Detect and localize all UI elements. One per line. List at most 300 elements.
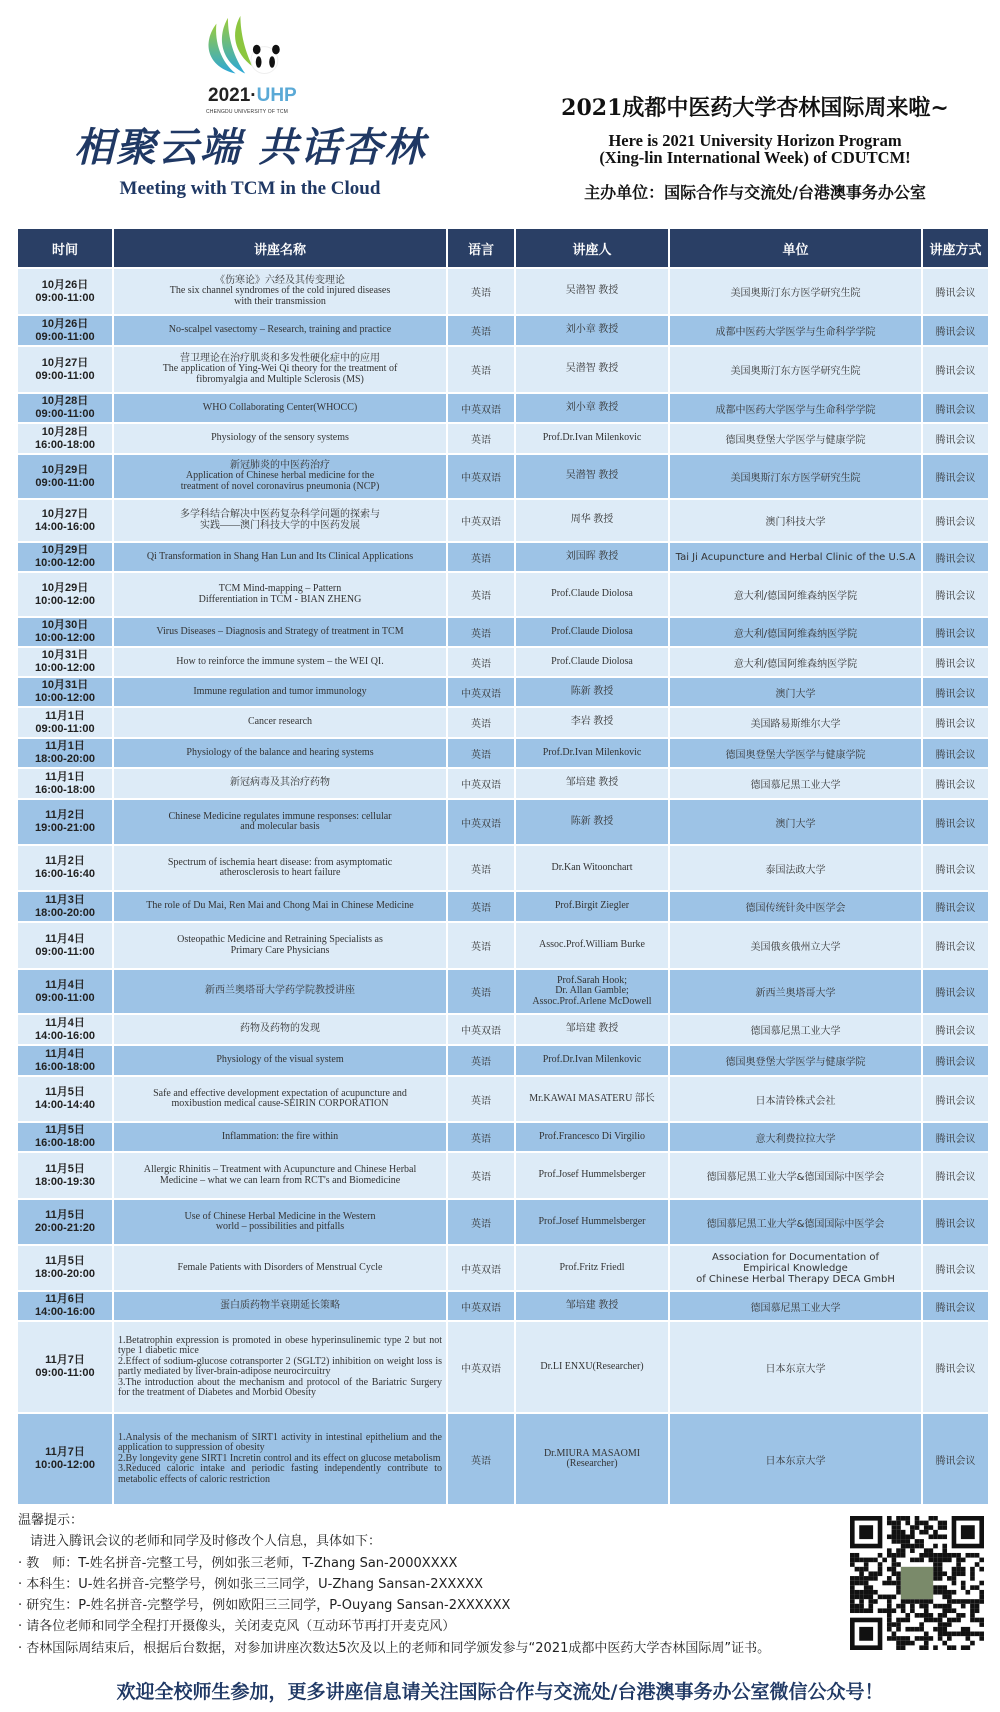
speaker-cell bbox=[516, 269, 668, 314]
notes bbox=[18, 1510, 838, 1659]
language-cell: 中英双语 bbox=[448, 1322, 514, 1412]
lecture-title-line: Osteopathic Medicine and Retraining Specialists as bbox=[177, 934, 383, 945]
lecture-title-line: Physiology of the sensory systems bbox=[211, 432, 349, 444]
lecture-date: 10月27日 bbox=[41, 507, 89, 520]
unit-cell bbox=[670, 678, 921, 706]
bullet-icon: · bbox=[18, 1619, 27, 1635]
speaker-line: Dr.LI ENXU(Researcher) bbox=[540, 1360, 644, 1372]
speaker-line: Prof.Francesco Di Virgilio bbox=[539, 1130, 645, 1142]
language-cell: 英语 bbox=[448, 892, 514, 921]
speaker-cell bbox=[516, 573, 668, 616]
time-cell bbox=[18, 269, 112, 314]
unit-line: 日本清铃株式会社 bbox=[755, 1095, 836, 1107]
speaker-cell bbox=[516, 347, 668, 392]
title-cell bbox=[114, 424, 446, 453]
lecture-title-line: 新西兰奥塔哥大学药学院教授讲座 bbox=[205, 985, 355, 997]
title-cell bbox=[114, 678, 446, 706]
language-cell: 英语 bbox=[448, 1077, 514, 1121]
lecture-title-line: treatment of novel coronavirus pneumonia (NCP) bbox=[180, 480, 380, 492]
mode-cell: 腾讯会议 bbox=[923, 269, 988, 314]
time-cell bbox=[18, 1292, 112, 1320]
language-cell: 中英双语 bbox=[448, 1246, 514, 1290]
speaker-line: Prof.Claude Diolosa bbox=[551, 588, 633, 600]
speaker-line: Prof.Birgit Ziegler bbox=[554, 900, 630, 912]
lecture-date: 11月7日 bbox=[45, 1446, 85, 1458]
subtitle-line: (Xing-lin International Week) of CDUTCM! bbox=[599, 148, 911, 167]
lecture-time: 09:00-11:00 bbox=[35, 476, 95, 489]
table-row bbox=[18, 1246, 988, 1290]
unit-cell bbox=[670, 892, 921, 921]
table-row bbox=[18, 1015, 988, 1044]
table-row bbox=[18, 347, 988, 392]
speaker-cell bbox=[516, 1414, 668, 1504]
unit-line: Tai Ji Acupuncture and Herbal Clinic of the U.S.A bbox=[675, 551, 916, 563]
notes-item-text: 杏林国际周结束后，根据后台数据，对参加讲座次数达5次及以上的老师和同学颁发参与“2021成都中医药大学杏林国际周”证书。 bbox=[26, 1640, 771, 1656]
notes-item bbox=[18, 1616, 838, 1637]
time-cell bbox=[18, 1046, 112, 1075]
language-cell: 英语 bbox=[448, 923, 514, 968]
title-cell bbox=[114, 1077, 446, 1121]
mode-cell: 腾讯会议 bbox=[923, 1322, 988, 1412]
lecture-title-line: 药物及药物的发现 bbox=[240, 1023, 320, 1035]
speaker-cell bbox=[516, 892, 668, 921]
title-cell bbox=[114, 618, 446, 646]
lecture-date: 10月26日 bbox=[41, 278, 89, 291]
lecture-time: 14:00-16:00 bbox=[35, 1029, 95, 1042]
time-cell bbox=[18, 1123, 112, 1151]
notes-item-text: 本科生：U-姓名拼音-完整学号，例如张三三同学，U-Zhang Sansan-2XXXXX bbox=[26, 1576, 484, 1592]
speaker-cell bbox=[516, 769, 668, 798]
speaker-cell bbox=[516, 1292, 668, 1320]
speaker-cell bbox=[516, 846, 668, 890]
mode-cell: 腾讯会议 bbox=[923, 1292, 988, 1320]
time-cell bbox=[18, 1322, 112, 1412]
notes-heading: 温馨提示： bbox=[18, 1513, 84, 1528]
table-header bbox=[18, 229, 988, 267]
bullet-icon: · bbox=[18, 1576, 27, 1592]
speaker-cell bbox=[516, 1322, 668, 1412]
notes-item-text: 教 师：T-姓名拼音-完整工号，例如张三老师，T-Zhang San-2000XXXX bbox=[26, 1555, 458, 1571]
lecture-title-line: 新冠病毒及其治疗药物 bbox=[230, 777, 330, 789]
time-cell bbox=[18, 1200, 112, 1244]
table-row bbox=[18, 573, 988, 616]
lecture-title-line: Virus Diseases – Diagnosis and Strategy of treatment in TCM bbox=[156, 625, 404, 637]
table-row bbox=[18, 739, 988, 767]
speaker-cell bbox=[516, 1123, 668, 1151]
unit-cell bbox=[670, 1077, 921, 1121]
unit-line: 新西兰奥塔哥大学 bbox=[755, 988, 836, 999]
speaker-line: Prof.Sarah Hook; bbox=[557, 974, 627, 986]
lecture-title-line: 新冠肺炎的中医药治疗 bbox=[230, 459, 330, 471]
title-cell bbox=[114, 1123, 446, 1151]
language-cell: 英语 bbox=[448, 1153, 514, 1198]
lecture-title-line: Qi Transformation in Shang Han Lun and Its Clinical Applications bbox=[146, 550, 414, 562]
table-row bbox=[18, 846, 988, 890]
unit-line: 澳门大学 bbox=[775, 688, 816, 700]
title-cell bbox=[114, 269, 446, 314]
slogan-en: Meeting with TCM in the Cloud bbox=[50, 178, 450, 200]
mode-cell: 腾讯会议 bbox=[923, 500, 988, 541]
lecture-title-line: 营卫理论在治疗肌炎和多发性硬化症中的应用 bbox=[180, 352, 380, 364]
lecture-time: 18:00-20:00 bbox=[35, 753, 95, 765]
lecture-date: 11月4日 bbox=[45, 1047, 85, 1060]
lecture-title-line: 蛋白质药物半衰期延长策略 bbox=[220, 1299, 340, 1311]
speaker-line: 陈新 教授 bbox=[570, 685, 614, 697]
unit-line: 德国慕尼黑工业大学 bbox=[750, 780, 841, 791]
time-cell bbox=[18, 970, 112, 1013]
unit-line: 意大利/德国阿维森纳医学院 bbox=[733, 658, 858, 670]
lecture-title-line: The role of Du Mai, Ren Mai and Chong Mai in Chinese Medicine bbox=[146, 900, 414, 912]
lecture-title-line: 2.By longevity gene SIRT1 Incretin control and its effect on glucose metabolism bbox=[118, 1452, 441, 1464]
lecture-time: 14:00-16:00 bbox=[35, 1306, 95, 1318]
lecture-title-line: Use of Chinese Herbal Medicine in the Western bbox=[184, 1210, 376, 1222]
lecture-time: 19:00-21:00 bbox=[35, 822, 95, 834]
time-cell bbox=[18, 739, 112, 767]
lecture-date: 11月4日 bbox=[45, 932, 85, 945]
lecture-date: 11月2日 bbox=[45, 855, 85, 867]
mode-cell: 腾讯会议 bbox=[923, 769, 988, 798]
lecture-title-line: atherosclerosis to heart failure bbox=[219, 867, 341, 878]
lecture-date: 11月5日 bbox=[45, 1255, 85, 1267]
qr-code-icon bbox=[850, 1516, 984, 1650]
lecture-date: 11月7日 bbox=[45, 1354, 85, 1366]
lecture-title-line: 2.Effect of sodium-glucose cotransporter 2 (SGLT2) inhibition on weight loss is partly mediated by liver-brain-adipose neurocircuitry bbox=[118, 1355, 442, 1377]
logo-year: 2021· bbox=[208, 85, 257, 106]
speaker-line: Prof.Claude Diolosa bbox=[551, 625, 633, 637]
lecture-title-line: Female Patients with Disorders of Menstrual Cycle bbox=[177, 1261, 383, 1273]
mode-cell: 腾讯会议 bbox=[923, 394, 988, 422]
lecture-title-line: world – possibilities and pitfalls bbox=[215, 1221, 345, 1232]
unit-cell bbox=[670, 1015, 921, 1044]
unit-cell bbox=[670, 573, 921, 616]
lecture-title-line: 《伤寒论》六经及其传变理论 bbox=[215, 274, 345, 286]
speaker-line: 邹培建 教授 bbox=[565, 1023, 619, 1035]
unit-line: 成都中医药大学医学与生命科学学院 bbox=[715, 404, 876, 416]
language-cell: 中英双语 bbox=[448, 678, 514, 706]
table-row bbox=[18, 424, 988, 453]
speaker-line: 刘小章 教授 bbox=[565, 401, 619, 413]
page-subtitle bbox=[500, 132, 1000, 166]
lecture-title-line: Inflammation: the fire within bbox=[221, 1130, 339, 1142]
speaker-line: Prof.Fritz Friedl bbox=[559, 1261, 625, 1273]
mode-cell: 腾讯会议 bbox=[923, 1046, 988, 1075]
lecture-time: 09:00-11:00 bbox=[35, 945, 95, 958]
speaker-line: 吴潜智 教授 bbox=[565, 285, 619, 297]
language-cell: 中英双语 bbox=[448, 769, 514, 798]
logo-uhp: UHP bbox=[256, 85, 297, 106]
lecture-time: 09:00-11:00 bbox=[35, 330, 95, 343]
unit-line: 美国路易斯维尔大学 bbox=[750, 719, 841, 730]
lecture-title-line: fibromyalgia and Multiple Sclerosis (MS) bbox=[196, 373, 364, 385]
lecture-title-line: Spectrum of ischemia heart disease: from asymptomatic bbox=[167, 856, 393, 868]
unit-cell bbox=[670, 500, 921, 541]
lecture-title-line: How to reinforce the immune system – the WEI QI. bbox=[176, 655, 384, 667]
mode-cell: 腾讯会议 bbox=[923, 1153, 988, 1198]
time-cell bbox=[18, 892, 112, 921]
unit-cell bbox=[670, 1123, 921, 1151]
unit-cell bbox=[670, 347, 921, 392]
mode-cell: 腾讯会议 bbox=[923, 455, 988, 498]
unit-line: 日本东京大学 bbox=[765, 1363, 826, 1375]
mode-cell: 腾讯会议 bbox=[923, 424, 988, 453]
lecture-title-line: Differentiation in TCM - BIAN ZHENG bbox=[198, 593, 362, 605]
notes-item bbox=[18, 1638, 838, 1659]
lecture-title-line: Immune regulation and tumor immunology bbox=[193, 685, 367, 697]
unit-line: 德国奥登堡大学医学与健康学院 bbox=[725, 435, 866, 446]
title-cell bbox=[114, 892, 446, 921]
title-cell bbox=[114, 347, 446, 392]
speaker-line: Prof.Josef Hummelsberger bbox=[538, 1169, 646, 1181]
lecture-date: 11月1日 bbox=[45, 740, 85, 752]
speaker-line: 邹培建 教授 bbox=[565, 1299, 619, 1311]
title-cell bbox=[114, 543, 446, 571]
table-row bbox=[18, 1123, 988, 1151]
speaker-line: 吴潜智 教授 bbox=[565, 470, 619, 482]
title-cell bbox=[114, 455, 446, 498]
lecture-title-line: moxibustion medical cause-SEIRIN CORPORATION bbox=[171, 1098, 389, 1109]
lecture-date: 11月6日 bbox=[45, 1293, 85, 1305]
lecture-time: 16:00-16:40 bbox=[35, 868, 95, 880]
speaker-cell bbox=[516, 648, 668, 676]
lecture-time: 18:00-20:00 bbox=[35, 906, 95, 919]
speaker-line: (Researcher) bbox=[566, 1458, 618, 1469]
speaker-line: 邹培建 教授 bbox=[565, 777, 619, 789]
speaker-cell bbox=[516, 500, 668, 541]
notes-item-text: 请各位老师和同学全程打开摄像头，关闭麦克风（互动环节再打开麦克风） bbox=[26, 1619, 456, 1635]
unit-cell bbox=[670, 1292, 921, 1320]
mode-cell: 腾讯会议 bbox=[923, 648, 988, 676]
unit-line: 德国慕尼黑工业大学&德国国际中医学会 bbox=[706, 1218, 885, 1230]
language-cell: 中英双语 bbox=[448, 455, 514, 498]
unit-line: 德国奥登堡大学医学与健康学院 bbox=[725, 749, 866, 761]
mode-cell: 腾讯会议 bbox=[923, 1077, 988, 1121]
lecture-date: 11月4日 bbox=[45, 1016, 85, 1029]
col-mode-header: 讲座方式 bbox=[923, 229, 988, 267]
lecture-date: 10月27日 bbox=[41, 356, 89, 369]
speaker-line: 吴潜智 教授 bbox=[565, 363, 619, 375]
unit-line: 澳门科技大学 bbox=[765, 517, 826, 528]
unit-line: 美国俄亥俄州立大学 bbox=[750, 942, 841, 953]
language-cell: 英语 bbox=[448, 1414, 514, 1504]
table-row bbox=[18, 1046, 988, 1075]
lecture-title-line: 实践——澳门科技大学的中医药发展 bbox=[200, 519, 360, 531]
mode-cell: 腾讯会议 bbox=[923, 739, 988, 767]
language-cell: 英语 bbox=[448, 648, 514, 676]
lecture-time: 09:00-11:00 bbox=[35, 722, 95, 735]
lecture-title-line: Allergic Rhinitis – Treatment with Acupuncture and Chinese Herbal bbox=[143, 1164, 417, 1175]
title-cell bbox=[114, 923, 446, 968]
mode-cell: 腾讯会议 bbox=[923, 316, 988, 345]
speaker-cell bbox=[516, 618, 668, 646]
unit-cell bbox=[670, 424, 921, 453]
lecture-time: 10:00-12:00 bbox=[35, 662, 95, 674]
notes-intro: 请进入腾讯会议的老师和同学及时修改个人信息，具体如下： bbox=[30, 1534, 382, 1550]
time-cell bbox=[18, 648, 112, 676]
lecture-title-line: 3.Reduced caloric intake and periodic fasting independently contribute to metabolic effects of caloric restriction bbox=[118, 1463, 442, 1485]
unit-cell bbox=[670, 708, 921, 737]
notes-item-text: 研究生：P-姓名拼音-完整学号，例如欧阳三三同学，P-Ouyang Sansan-2XXXXXX bbox=[26, 1598, 511, 1614]
unit-line: 德国奥登堡大学医学与健康学院 bbox=[725, 1057, 866, 1068]
title-cell bbox=[114, 394, 446, 422]
lecture-date: 10月28日 bbox=[41, 395, 89, 407]
unit-cell bbox=[670, 1153, 921, 1198]
unit-line: of Chinese Herbal Therapy DECA GmbH bbox=[696, 1273, 895, 1285]
table-row bbox=[18, 892, 988, 921]
speaker-line: 陈新 教授 bbox=[570, 815, 614, 827]
table-row bbox=[18, 316, 988, 345]
lecture-schedule-table bbox=[16, 227, 990, 1506]
mode-cell: 腾讯会议 bbox=[923, 347, 988, 392]
lecture-date: 11月5日 bbox=[45, 1124, 85, 1136]
time-cell bbox=[18, 394, 112, 422]
language-cell: 英语 bbox=[448, 708, 514, 737]
lecture-title-line: Medicine – what we can learn from RCT's and Biomedicine bbox=[159, 1174, 401, 1186]
time-cell bbox=[18, 455, 112, 498]
lecture-date: 10月28日 bbox=[41, 425, 89, 438]
speaker-line: Prof.Josef Hummelsberger bbox=[538, 1215, 646, 1227]
time-cell bbox=[18, 500, 112, 541]
unit-cell bbox=[670, 1200, 921, 1244]
time-cell bbox=[18, 769, 112, 798]
time-cell bbox=[18, 543, 112, 571]
language-cell: 中英双语 bbox=[448, 1292, 514, 1320]
table-row bbox=[18, 1414, 988, 1504]
language-cell: 英语 bbox=[448, 424, 514, 453]
time-cell bbox=[18, 708, 112, 737]
title-cell bbox=[114, 970, 446, 1013]
unit-cell bbox=[670, 316, 921, 345]
lecture-time: 14:00-14:40 bbox=[35, 1099, 95, 1111]
speaker-cell bbox=[516, 800, 668, 844]
time-cell bbox=[18, 1153, 112, 1198]
lecture-date: 10月30日 bbox=[41, 619, 89, 631]
speaker-line: Dr.MIURA MASAOMI bbox=[543, 1447, 641, 1459]
lecture-date: 11月5日 bbox=[45, 1209, 85, 1221]
title-cell bbox=[114, 573, 446, 616]
col-speaker-header: 讲座人 bbox=[516, 229, 668, 267]
mode-cell: 腾讯会议 bbox=[923, 800, 988, 844]
mode-cell: 腾讯会议 bbox=[923, 618, 988, 646]
speaker-cell bbox=[516, 708, 668, 737]
unit-cell bbox=[670, 1322, 921, 1412]
lecture-date: 11月5日 bbox=[45, 1086, 85, 1098]
unit-cell bbox=[670, 739, 921, 767]
lecture-time: 10:00-12:00 bbox=[35, 557, 95, 569]
lecture-time: 18:00-20:00 bbox=[35, 1268, 95, 1280]
mode-cell: 腾讯会议 bbox=[923, 1414, 988, 1504]
table-row bbox=[18, 970, 988, 1013]
title-cell bbox=[114, 769, 446, 798]
lecture-title-line: Application of Chinese herbal medicine for the bbox=[185, 470, 375, 482]
speaker-line: Prof.Dr.Ivan Milenkovic bbox=[542, 746, 642, 758]
title-cell bbox=[114, 1322, 446, 1412]
table-row bbox=[18, 455, 988, 498]
table-row bbox=[18, 543, 988, 571]
language-cell: 中英双语 bbox=[448, 394, 514, 422]
organizer: 主办单位：国际合作与交流处/台港澳事务办公室 bbox=[584, 183, 926, 202]
bullet-icon: · bbox=[18, 1598, 27, 1614]
title-cell bbox=[114, 846, 446, 890]
language-cell: 英语 bbox=[448, 1200, 514, 1244]
notes-item bbox=[18, 1595, 838, 1616]
lecture-title-line: 1.Betatrophin expression is promoted in obese hyperinsulinemic type 2 but not type 1 diabetic mice bbox=[118, 1334, 442, 1356]
mode-cell: 腾讯会议 bbox=[923, 678, 988, 706]
table-row bbox=[18, 800, 988, 844]
lecture-title-line: TCM Mind-mapping – Pattern bbox=[218, 583, 342, 594]
table-row bbox=[18, 1200, 988, 1244]
table-row bbox=[18, 1322, 988, 1412]
lecture-time: 09:00-11:00 bbox=[35, 291, 95, 304]
language-cell: 英语 bbox=[448, 618, 514, 646]
speaker-line: Assoc.Prof.Arlene McDowell bbox=[532, 995, 652, 1007]
logo-subtitle: CHENGDU UNIVERSITY OF TCM bbox=[206, 109, 289, 115]
title-cell bbox=[114, 1246, 446, 1290]
unit-cell bbox=[670, 394, 921, 422]
table-row bbox=[18, 708, 988, 737]
time-cell bbox=[18, 618, 112, 646]
lecture-date: 11月1日 bbox=[45, 709, 85, 722]
speaker-cell bbox=[516, 678, 668, 706]
language-cell: 英语 bbox=[448, 1046, 514, 1075]
unit-line: 德国慕尼黑工业大学&德国国际中医学会 bbox=[706, 1172, 885, 1183]
lecture-date: 11月2日 bbox=[45, 809, 85, 821]
unit-cell bbox=[670, 648, 921, 676]
mode-cell: 腾讯会议 bbox=[923, 892, 988, 921]
unit-line: 德国慕尼黑工业大学 bbox=[750, 1302, 841, 1314]
speaker-line: Dr.Kan Witoonchart bbox=[551, 861, 633, 873]
lecture-time: 09:00-11:00 bbox=[35, 991, 95, 1004]
speaker-cell bbox=[516, 1046, 668, 1075]
mode-cell: 腾讯会议 bbox=[923, 573, 988, 616]
language-cell: 中英双语 bbox=[448, 1015, 514, 1044]
title-cell bbox=[114, 500, 446, 541]
speaker-line: Mr.KAWAI MASATERU 部长 bbox=[529, 1092, 655, 1104]
time-cell bbox=[18, 1246, 112, 1290]
title-cell bbox=[114, 648, 446, 676]
title-cell bbox=[114, 800, 446, 844]
title-cell bbox=[114, 1414, 446, 1504]
speaker-cell bbox=[516, 970, 668, 1013]
lecture-date: 10月26日 bbox=[41, 317, 89, 330]
speaker-cell bbox=[516, 1077, 668, 1121]
speaker-line: Prof.Dr.Ivan Milenkovic bbox=[542, 1054, 642, 1066]
lecture-time: 09:00-11:00 bbox=[35, 369, 95, 382]
table-row bbox=[18, 1153, 988, 1198]
slogan-cn: 相聚云端 共话杏林 bbox=[74, 124, 426, 171]
lecture-time: 09:00-11:00 bbox=[35, 1367, 95, 1379]
lecture-date: 10月31日 bbox=[41, 679, 89, 691]
language-cell: 英语 bbox=[448, 846, 514, 890]
language-cell: 英语 bbox=[448, 347, 514, 392]
time-cell bbox=[18, 573, 112, 616]
speaker-cell bbox=[516, 316, 668, 345]
language-cell: 英语 bbox=[448, 316, 514, 345]
unit-line: 美国奥斯汀东方医学研究生院 bbox=[730, 366, 861, 377]
unit-line: 意大利/德国阿维森纳医学院 bbox=[733, 591, 858, 602]
unit-cell bbox=[670, 800, 921, 844]
unit-line: 意大利费拉拉大学 bbox=[755, 1133, 836, 1145]
uhp-logo-icon bbox=[195, 14, 305, 86]
table-row bbox=[18, 648, 988, 676]
speaker-line: 刘国晖 教授 bbox=[565, 550, 619, 562]
unit-cell bbox=[670, 543, 921, 571]
lecture-time: 10:00-12:00 bbox=[35, 594, 95, 607]
lecture-title-line: with their transmission bbox=[234, 295, 326, 307]
language-cell: 英语 bbox=[448, 543, 514, 571]
unit-line: 美国奥斯汀东方医学研究生院 bbox=[730, 288, 861, 299]
speaker-cell bbox=[516, 1015, 668, 1044]
unit-line: 意大利/德国阿维森纳医学院 bbox=[733, 628, 858, 640]
